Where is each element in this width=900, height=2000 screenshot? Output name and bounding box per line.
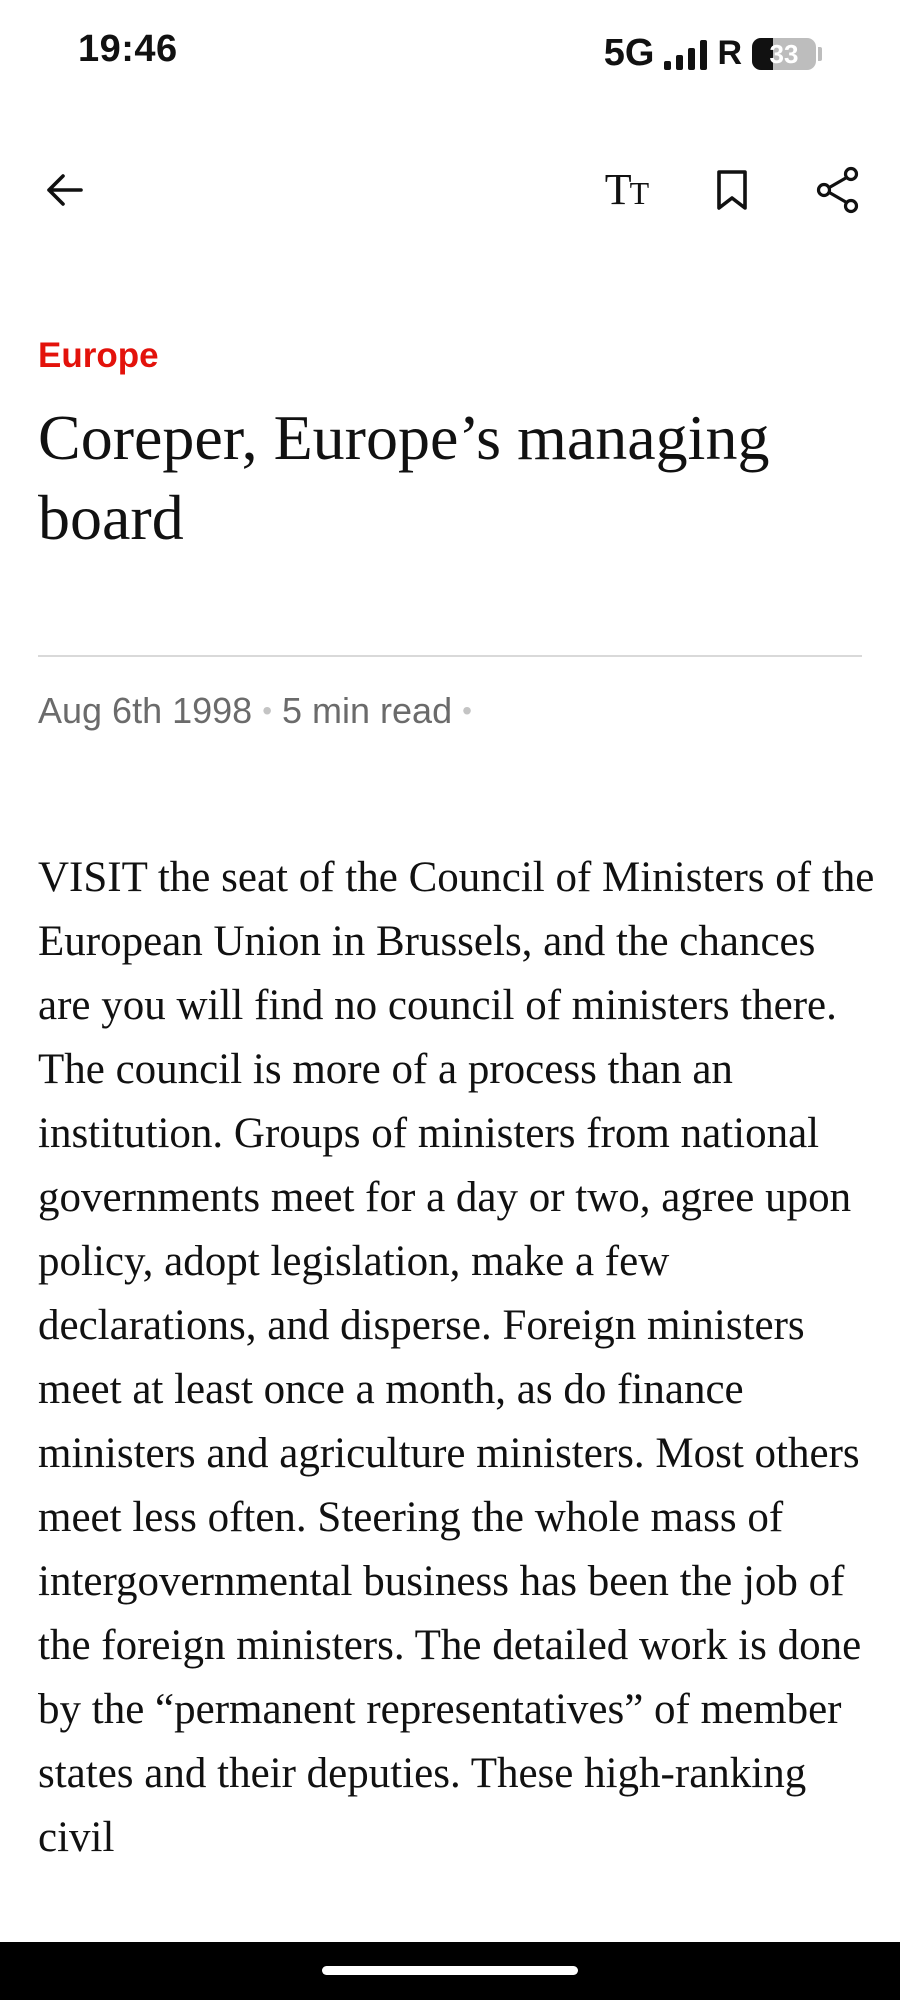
arrow-left-icon — [43, 169, 85, 211]
text-size-icon — [604, 165, 648, 214]
article-meta — [38, 690, 482, 732]
battery-icon — [752, 38, 816, 70]
network-type: 5G — [603, 32, 655, 74]
article-body: VISIT the seat of the Council of Ministers of the European Union in Brussels, and the chances are you will find no council of ministers there. The council is more of a process than an institution. Groups of ministers from national governments meet for a day or two, agree upon policy, adopt legislation, make a few declarations, and disperse. Foreign ministers meet at least once a month, as do finance ministers and agriculture ministers. Most others meet less often. Steering the whole mass of intergovernmental business has been the job of the foreign ministers. The detailed work is done by the “permanent representatives” of member states and their deputies. These high-ranking civil — [38, 854, 875, 1861]
share-button[interactable] — [806, 158, 870, 222]
battery-level: 33 — [769, 38, 799, 69]
text-size-glyph-small: T — [629, 175, 648, 211]
share-icon — [815, 166, 861, 214]
status-bar — [0, 0, 900, 110]
roaming-indicator: R — [717, 34, 742, 72]
system-nav-bar — [0, 1942, 900, 2000]
bookmark-icon — [714, 169, 750, 211]
meta-separator: • — [262, 695, 273, 726]
battery-cap — [818, 47, 822, 61]
home-indicator[interactable] — [322, 1966, 578, 1975]
article-toolbar — [0, 150, 900, 230]
meta-separator: • — [462, 695, 472, 726]
signal-strength-icon — [664, 38, 707, 70]
header-divider — [38, 655, 862, 657]
section-link[interactable]: Europe — [38, 336, 159, 375]
publish-date: Aug 6th 1998 — [38, 690, 253, 731]
status-indicators — [604, 32, 822, 75]
bookmark-button[interactable] — [700, 158, 764, 222]
text-size-glyph-big: T — [604, 165, 630, 214]
read-time: 5 min read — [282, 690, 453, 731]
text-size-button[interactable] — [594, 158, 658, 222]
back-button[interactable] — [32, 158, 96, 222]
article-headline: Coreper, Europe’s managing board — [38, 402, 770, 553]
status-time: 19:46 — [78, 28, 178, 70]
